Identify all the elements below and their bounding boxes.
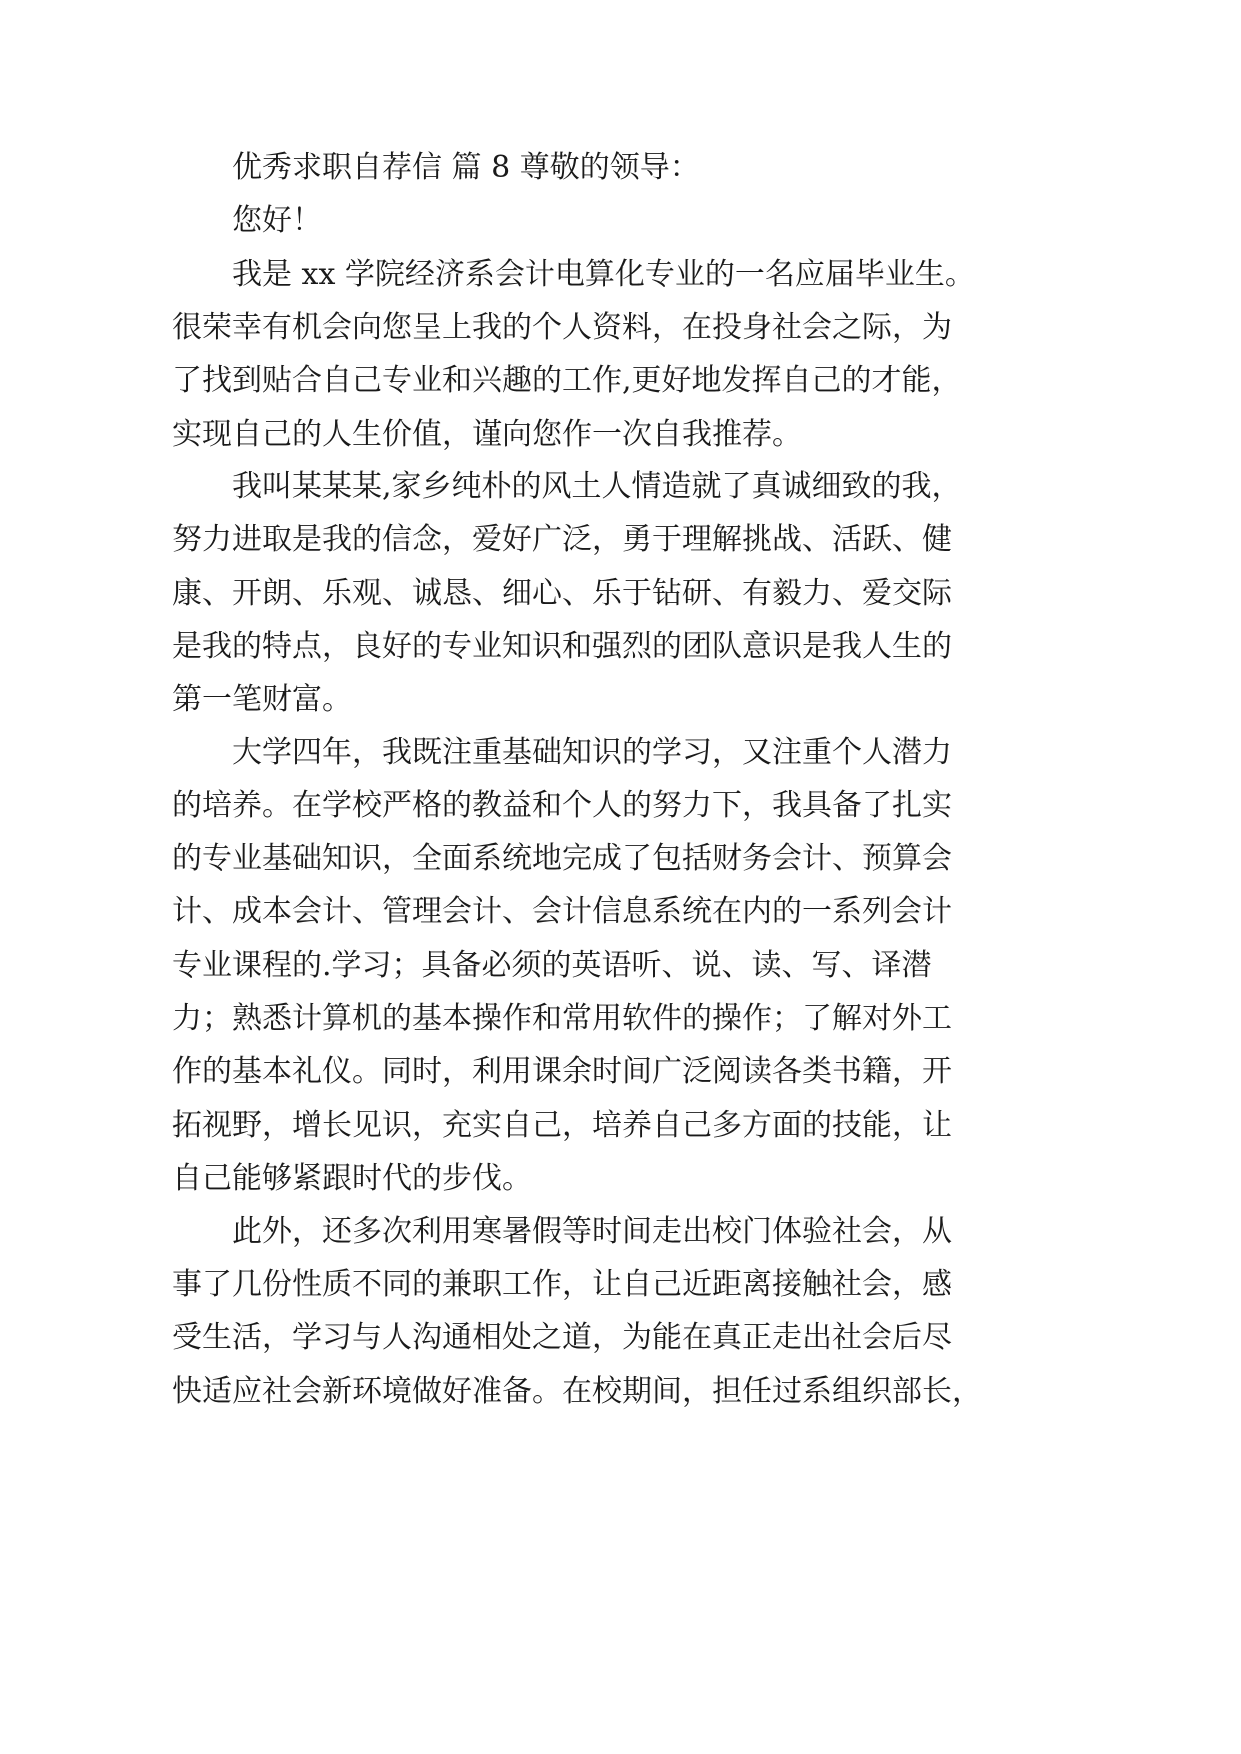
line-text: 我叫某某某,家乡纯朴的风土人情造就了真诚细致的我， <box>232 469 962 504</box>
line-text: 是我的特点，良好的专业知识和强烈的团队意识是我人生的 <box>172 629 952 664</box>
line-text: 实现自己的人生价值，谨向您作一次自我推荐。 <box>172 417 802 452</box>
line-text: 自己能够紧跟时代的步伐。 <box>172 1161 532 1196</box>
line-text: 了找到贴合自己专业和兴趣的工作,更好地发挥自己的才能， <box>172 363 962 398</box>
text-line <box>0 1202 1241 1262</box>
line-text: 快适应社会新环境做好准备。在校期间，担任过系组织部长， <box>172 1374 982 1409</box>
line-text: 受生活，学习与人沟通相处之道，为能在真正走出社会后尽 <box>172 1320 952 1355</box>
line-text: 努力进取是我的信念，爱好广泛，勇于理解挑战、活跃、健 <box>172 522 952 557</box>
text-line <box>0 936 1241 996</box>
line-text: 事了几份性质不同的兼职工作，让自己近距离接触社会，感 <box>172 1267 952 1302</box>
line-text: 此外，还多次利用寒暑假等时间走出校门体验社会，从 <box>232 1214 952 1249</box>
text-line <box>0 776 1241 836</box>
text-line <box>0 1096 1241 1156</box>
text-line <box>0 405 1241 465</box>
line-text: 我是 xx 学院经济系会计电算化专业的一名应届毕业生。 <box>232 257 975 292</box>
line-text: 大学四年，我既注重基础知识的学习，又注重个人潜力 <box>232 735 952 770</box>
text-line <box>0 1308 1241 1368</box>
line-text: 计、成本会计、管理会计、会计信息系统在内的一系列会计 <box>172 894 952 929</box>
text-line <box>0 1042 1241 1102</box>
text-line <box>0 510 1241 570</box>
text-line <box>0 1362 1241 1422</box>
text-line <box>0 245 1241 305</box>
text-line <box>0 617 1241 677</box>
text-line <box>0 829 1241 889</box>
text-line <box>0 723 1241 783</box>
line-text: 专业课程的.学习；具备必须的英语听、说、读、写、译潜 <box>172 948 932 983</box>
text-line <box>0 191 1241 251</box>
line-text: 优秀求职自荐信 篇 8 尊敬的领导： <box>232 150 700 185</box>
line-text: 很荣幸有机会向您呈上我的个人资料，在投身社会之际，为 <box>172 310 952 345</box>
text-line <box>0 989 1241 1049</box>
line-text: 力；熟悉计算机的基本操作和常用软件的操作；了解对外工 <box>172 1001 952 1036</box>
line-text: 康、开朗、乐观、诚恳、细心、乐于钻研、有毅力、爱交际 <box>172 576 952 611</box>
line-text: 的培养。在学校严格的教益和个人的努力下，我具备了扎实 <box>172 788 952 823</box>
text-line <box>0 298 1241 358</box>
line-text: 拓视野，增长见识，充实自己，培养自己多方面的技能，让 <box>172 1108 952 1143</box>
line-text: 作的基本礼仪。同时，利用课余时间广泛阅读各类书籍，开 <box>172 1054 952 1089</box>
line-text: 您好！ <box>232 203 322 238</box>
text-line <box>0 1149 1241 1209</box>
line-text: 第一笔财富。 <box>172 682 352 717</box>
text-line <box>0 882 1241 942</box>
text-line <box>0 564 1241 624</box>
text-line <box>0 351 1241 411</box>
line-text: 的专业基础知识，全面系统地完成了包括财务会计、预算会 <box>172 841 952 876</box>
text-line <box>0 1255 1241 1315</box>
text-line <box>0 670 1241 730</box>
text-line <box>0 138 1241 198</box>
text-line <box>0 457 1241 517</box>
